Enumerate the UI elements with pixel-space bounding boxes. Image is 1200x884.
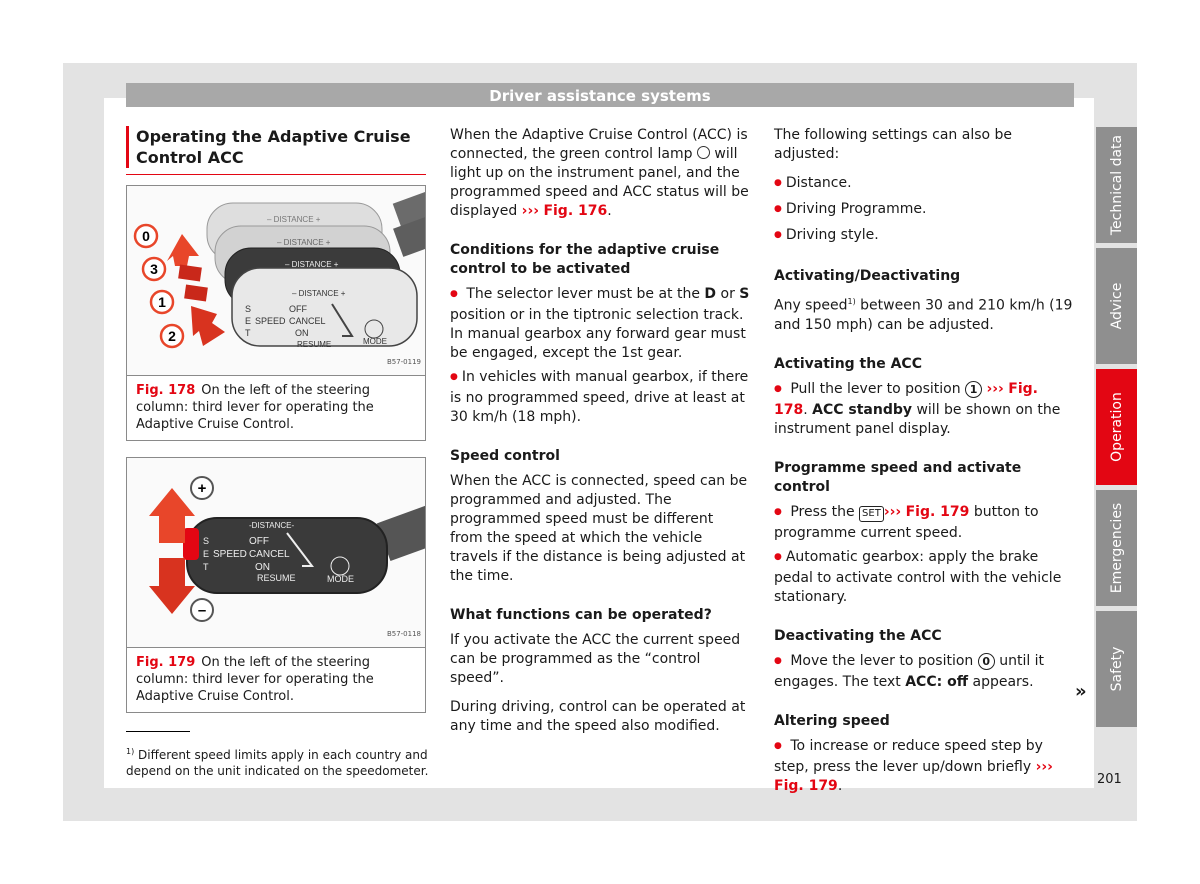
caption-text: On the left of the steering column: third lever for operating the Adaptive Cruise Control. [136,655,374,704]
footnote-text: Different speed limits apply in each country and depend on the unit indicated on the speedometer. [126,748,429,778]
tab-safety[interactable] [1096,611,1137,727]
acc-standby-text: ACC standby [812,401,913,418]
plus-label: + [197,480,207,497]
caption-text: On the left of the steering column: third lever for operating the Adaptive Cruise Control. [136,383,374,432]
conditions-list [450,285,750,427]
section-title: Operating the Adaptive Cruise Control ACC [126,126,426,168]
position-label-1: 1 [158,294,166,310]
list-text: or [720,286,735,302]
list-item: ● Distance. [774,174,1074,195]
figure-label: Fig. 178 [136,383,196,398]
lever-off: OFF [289,304,307,314]
deactivate-list [774,652,1074,692]
figure-code: B57-0119 [386,358,421,366]
lever-mode: MODE [363,337,387,346]
heading-programme-speed: Programme speed and activate control [774,459,1022,495]
lever-speed: SPEED [255,316,286,326]
chapter-header: Driver assistance systems [126,83,1074,107]
lever-mode: MODE [327,574,354,584]
text: between 30 and 210 km/h (19 and 150 mph) can be adjusted. [774,297,1073,333]
fig-176-link[interactable]: Fig. 176 [543,203,608,219]
heading-conditions: Conditions for the adaptive cruise control to be activated [450,242,720,277]
footnote-rule [126,731,190,732]
settings-intro: The following settings can also be adjusted: [774,127,1013,162]
heading-activating-acc: Activating the ACC [774,355,922,372]
footnote-ref[interactable]: 1) [847,297,856,306]
figure-178-image [127,186,425,376]
title-rule [126,174,426,175]
lever-cancel: CANCEL [289,316,326,326]
fig-179-link[interactable]: Fig. 179 [774,777,838,794]
speed-range-text [774,292,1074,335]
lever-resume: RESUME [257,573,296,583]
page-number: 201 [1097,772,1122,787]
tab-label: Advice [1108,282,1125,330]
tab-label: Safety [1108,646,1125,692]
heading-functions: What functions can be operated? [450,607,712,623]
intro-paragraph: When the Adaptive Cruise Control (ACC) is connected, the green control lamp will light up on the instrument panel, and the programmed speed and ACC status will be displayed ››› Fig. 176. [450,127,749,219]
gear-d: D [704,286,717,302]
lever-resume: RESUME [297,340,332,349]
list-item: ● Driving Programme. [774,200,1074,221]
list-text: position or in the tiptronic selection track. In manual gearbox any forward gear must be engaged, except the 1st gear. [450,307,746,361]
lever-on: ON [255,562,270,573]
figure-label: Fig. 179 [136,655,196,670]
lever-t: T [245,328,251,338]
text: Pull the lever to position [790,380,961,397]
list-item: ● Driving style. [774,226,1074,247]
position-label-3: 3 [150,261,158,277]
functions-text: If you activate the ACC the current speed can be programmed as the “control speed”. [450,632,741,686]
heading-deactivating-acc: Deactivating the ACC [774,627,942,644]
lever-distance-front: – DISTANCE + [292,289,346,298]
tab-label: Emergencies [1108,502,1125,594]
lever-illustration-178 [127,186,425,375]
arrow-down-icon [191,306,225,346]
lever-s: S [245,304,252,314]
lever-on: ON [295,328,309,338]
right-column [774,126,1074,804]
acc-off-text: ACC: off [905,673,969,690]
set-key-symbol: SET [859,506,884,522]
lever-e: E [203,549,210,559]
lever-distance-mid: – DISTANCE + [277,238,331,247]
list-item: ● To increase or reduce speed step by step, press the lever up/down briefly ››› Fig. 179. [774,737,1074,796]
lever-distance-dark: – DISTANCE + [285,260,339,269]
lever-t: T [203,562,209,572]
list-text: The selector lever must be at the [466,286,700,302]
list-item: ● Pull the lever to position 1 ››› Fig. 178. ACC standby will be shown on the instrument panel display. [774,380,1074,439]
footnote-marker: 1) [126,747,135,756]
lever-s: S [203,536,210,546]
lever-off: OFF [249,536,269,547]
ref-arrows: ››› [986,380,1004,397]
list-item [774,652,1074,692]
tab-operation[interactable] [1096,369,1137,485]
tab-label: Operation [1108,392,1125,462]
heading-speed-control: Speed control [450,448,560,464]
text: To increase or reduce speed step by step, press the lever up/down briefly [774,737,1043,775]
tab-label: Technical data [1108,134,1125,236]
middle-column [450,126,750,746]
footnote [126,744,446,779]
driving-text: During driving, control can be operated at any time and the speed also modified. [450,699,746,734]
text: until it engages. The text [774,652,1045,690]
heading-altering-speed: Altering speed [774,712,890,729]
text: Any speed [774,297,848,314]
text: appears. [972,673,1034,690]
arrow-up-icon [167,234,199,266]
position-0-symbol: 0 [978,653,995,670]
text: will be shown on the instrument panel display. [774,401,1061,437]
figure-179-image [127,458,425,648]
figure-179-caption [127,648,425,712]
activate-list [774,380,1074,439]
figure-code: B57-0118 [386,630,421,638]
figure-178 [126,185,426,441]
tab-emergencies[interactable] [1096,490,1137,606]
lever-e: E [245,316,252,326]
text: Move the lever to position [790,652,974,669]
continue-marker: » [1075,681,1087,702]
position-1-symbol: 1 [965,381,982,398]
ref-arrows: ››› [1035,758,1053,775]
list-item [774,503,1074,543]
tab-technical-data[interactable] [1096,127,1137,243]
list-item [450,285,750,363]
list-item: ● Automatic gearbox: apply the brake pedal to activate control with the vehicle stationary. [774,548,1074,607]
heading-activating-deactivating: Activating/Deactivating [774,268,961,284]
tab-advice[interactable] [1096,248,1137,364]
speed-control-text: When the ACC is connected, speed can be programmed and adjusted. The programmed speed must be different from the speed at which the vehicle travels if the distance is being adjusted at the time. [450,473,748,584]
lever-cancel: CANCEL [249,549,290,560]
left-column [126,126,426,713]
settings-list [774,174,1074,247]
minus-label: – [197,602,207,619]
ref-arrows: ››› [883,503,902,520]
text: Press the [790,503,855,520]
programme-list [774,503,1074,607]
lever-distance-back: – DISTANCE + [267,215,321,224]
ref-arrows: ››› [521,203,539,219]
intro-text-2: will light up on the instrument panel, and the programmed speed and ACC status will be displayed [450,146,749,219]
position-label-2: 2 [168,328,176,344]
lever-distance: -DISTANCE- [249,521,295,530]
altering-list [774,737,1074,796]
position-label-0: 0 [142,228,150,244]
lever-speed: SPEED [213,549,247,560]
fig-178-link[interactable]: Fig. 178 [774,380,1038,418]
figure-178-caption [127,376,425,440]
gear-s: S [739,286,750,302]
lever-illustration-179 [127,458,425,647]
intro-text: When the Adaptive Cruise Control (ACC) is connected, the green control lamp [450,127,748,162]
list-item: ● In vehicles with manual gearbox, if there is no programmed speed, drive at least at 30 km/h (18 mph). [450,368,750,427]
fig-179-link[interactable]: Fig. 179 [905,503,970,520]
figure-179 [126,457,426,713]
text: button to programme current speed. [774,503,1039,541]
speedometer-icon [697,146,710,159]
